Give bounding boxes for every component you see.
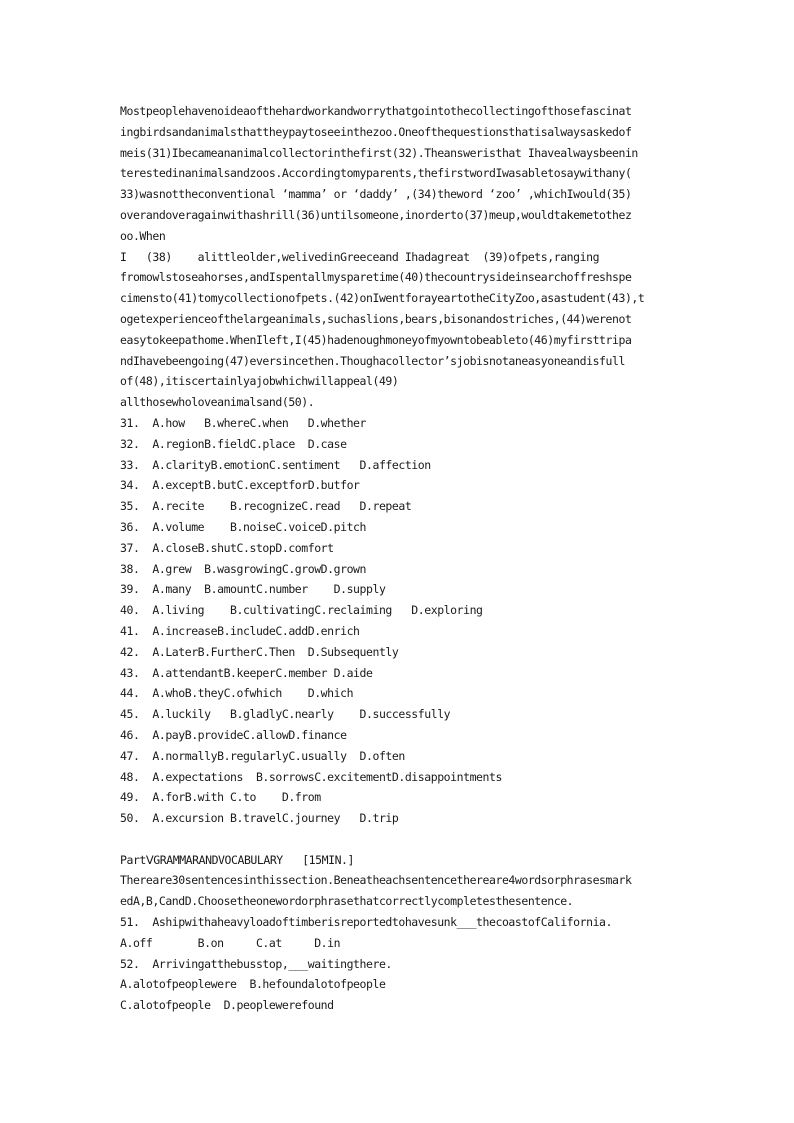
section-instructions: edA,B,CandD.Choosetheonewordorphrasethatcorrectlycompletesthesentence.: [120, 894, 574, 909]
question-item: 41. A.increaseB.includeC.addD.enrich: [120, 623, 360, 638]
question-item: 32. A.regionB.fieldC.place D.case: [120, 436, 347, 451]
question-item: 31. A.how B.whereC.when D.whether: [120, 415, 366, 430]
question-item: 51. Ashipwithaheavyloadoftimberisreportedtohavesunk___thecoastofCalifornia.: [120, 915, 612, 930]
question-item: 33. A.clarityB.emotionC.sentiment D.affection: [120, 457, 431, 472]
passage-line: ogetexperienceofthelargeanimals,suchaslions,bears,bisonandostriches,(44)werenot: [120, 311, 632, 326]
question-item: 45. A.luckily B.gladlyC.nearly D.successfully: [120, 707, 451, 722]
grammar-section: [120, 850, 680, 1016]
reading-passage: [120, 101, 680, 413]
passage-line: Mostpeoplehavenoideaofthehardworkandworrythatgointothecollectingofthosefascinat: [120, 104, 632, 118]
question-item: 39. A.many B.amountC.number D.supply: [120, 582, 386, 597]
question-item: 38. A.grew B.wasgrowingC.growD.grown: [120, 561, 366, 576]
question-item: 35. A.recite B.recognizeC.read D.repeat: [120, 499, 412, 514]
question-item: 36. A.volume B.noiseC.voiceD.pitch: [120, 519, 366, 534]
passage-line: 33)wasnottheconventional ‘mamma’ or ‘daddy’ ,(34)theword ‘zoo’ ,whichIwould(35): [120, 187, 632, 202]
question-item: 46. A.payB.provideC.allowD.finance: [120, 727, 347, 742]
question-item: 47. A.normallyB.regularlyC.usually D.often: [120, 748, 405, 763]
answer-options: A.off B.on C.at D.in: [120, 935, 341, 950]
passage-line: cimensto(41)tomycollectionofpets.(42)onIwentforayeartotheCityZoo,asastudent(43),t: [120, 291, 645, 306]
cloze-question-list: [120, 413, 680, 829]
section-instructions: Thereare30sentencesinthissection.Beneatheachsentencethereare4wordsorphrasesmark: [120, 873, 632, 888]
passage-line: fromowlstoseahorses,andIspentallmysparetime(40)thecountrysideinsearchoffreshspe: [120, 270, 632, 285]
passage-line: terestedinanimalsandzoos.Accordingtomyparents,thefirstwordIwasabletosaywithany(: [120, 166, 632, 181]
question-item: 48. A.expectations B.sorrowsC.excitementD.disappointments: [120, 769, 502, 784]
question-item: 50. A.excursion B.travelC.journey D.trip: [120, 811, 399, 826]
document-page: [120, 101, 680, 1016]
passage-line: ingbirdsandanimalsthattheypaytoseeinthezoo.Oneofthequestionsthatisalwaysaskedof: [120, 124, 632, 139]
passage-line: easytokeepathome.WhenIleft,I(45)hadenoughmoneyofmyowntobeableto(46)myfirsttripa: [120, 332, 632, 347]
answer-options: A.alotofpeoplewere B.hefoundalotofpeople: [120, 977, 386, 992]
passage-line: I (38) alittleolder,welivedinGreeceand Ihadagreat (39)ofpets,ranging: [120, 249, 600, 264]
passage-line: oo.When: [120, 228, 166, 243]
question-item: 34. A.exceptB.butC.exceptforD.butfor: [120, 478, 360, 493]
passage-line: ndIhavebeengoing(47)eversincethen.Thoughacollector’sjobisnotaneasyoneandisfull: [120, 353, 625, 368]
question-item: 49. A.forB.with C.to D.from: [120, 790, 321, 805]
passage-line: of(48),itiscertainlyajobwhichwillappeal(49): [120, 374, 399, 389]
answer-options: C.alotofpeople D.peoplewerefound: [120, 998, 334, 1013]
passage-line: overandoveragainwithashrill(36)untilsomeone,inorderto(37)meup,wouldtakemetothez: [120, 207, 632, 222]
question-item: 43. A.attendantB.keeperC.member D.aide: [120, 665, 373, 680]
question-item: 44. A.whoB.theyC.ofwhich D.which: [120, 686, 354, 701]
question-item: 37. A.closeB.shutC.stopD.comfort: [120, 540, 334, 555]
section-heading: PartⅤGRAMMARANDVOCABULARY [15MIN.]: [120, 852, 354, 867]
question-item: 42. A.LaterB.FurtherC.Then D.Subsequently: [120, 644, 399, 659]
passage-line: meis(31)Ibecameananimalcollectorinthefirst(32).Theansweristhat Ihavealwaysbeenin: [120, 145, 638, 160]
section-spacer: [120, 829, 680, 850]
question-item: 40. A.living B.cultivatingC.reclaiming D.exploring: [120, 603, 483, 618]
passage-line: allthosewholoveanimalsand(50).: [120, 395, 315, 410]
question-item: 52. Arrivingatthebusstop,___waitingthere.: [120, 956, 392, 971]
